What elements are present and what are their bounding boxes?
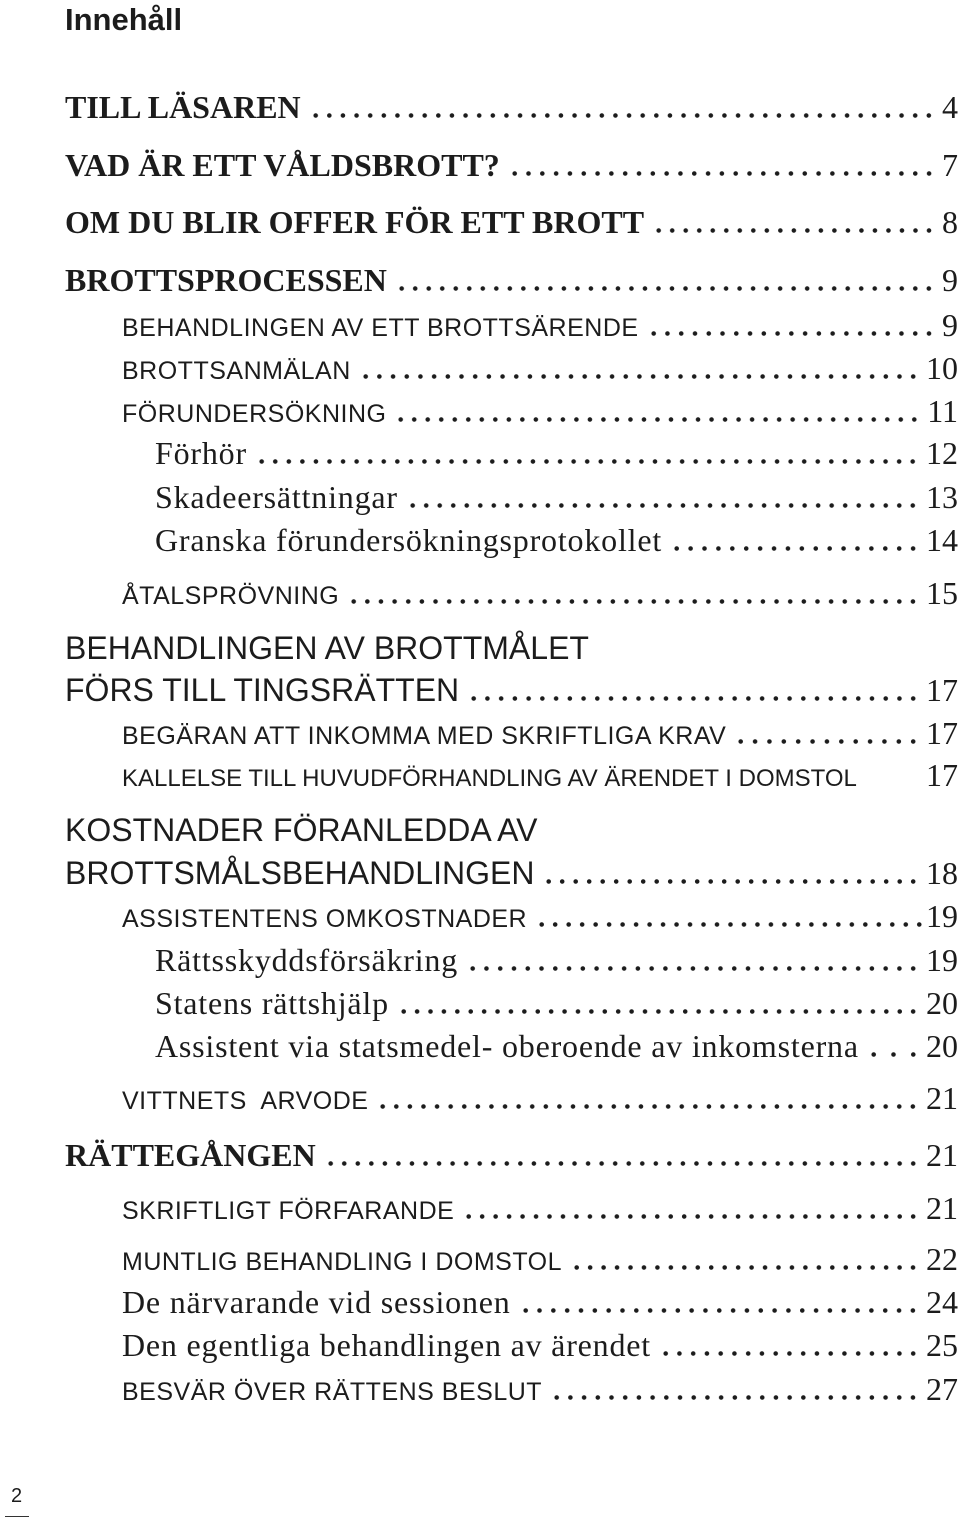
- toc-page-number: 17: [926, 715, 958, 751]
- toc-page-number: 19: [926, 898, 958, 934]
- toc-subentry: [122, 713, 958, 753]
- toc-entry: [65, 260, 958, 300]
- toc-page-number: 21: [926, 1137, 958, 1173]
- toc-subsubentry: [155, 983, 958, 1023]
- dot-leader: [324, 1161, 920, 1166]
- toc-entry: [65, 1135, 958, 1175]
- toc-page-number: 14: [926, 522, 958, 558]
- toc-entry-title: Den egentliga behandlingen av ärendet: [122, 1327, 651, 1363]
- toc-entry-title: Rättsskyddsförsäkring: [155, 942, 459, 978]
- dot-leader: [466, 966, 920, 971]
- toc-entry-title: Skadeersättningar: [155, 479, 398, 515]
- toc-entry-title: BESVÄR ÖVER RÄTTENS BESLUT: [122, 1378, 543, 1406]
- dot-leader: [397, 1009, 920, 1014]
- footer-rule: [5, 1516, 29, 1517]
- dot-leader: [670, 546, 920, 551]
- toc-entry-title: Assistent via statsmedel- oberoende av inkomsterna: [155, 1028, 859, 1064]
- toc-page-number: 9: [942, 307, 958, 343]
- toc-page-number: 20: [926, 1028, 958, 1064]
- toc-entry-title: KOSTNADER FÖRANLEDDA AV: [65, 812, 538, 848]
- dot-leader: [467, 696, 920, 701]
- toc-entry-title: MUNTLIG BEHANDLING I DOMSTOL: [122, 1248, 562, 1276]
- toc-entry-title: De närvarande vid sessionen: [122, 1284, 511, 1320]
- toc-subentry: [122, 1282, 958, 1322]
- toc-entry-title: RÄTTEGÅNGEN: [65, 1137, 316, 1173]
- toc-page-number: 15: [926, 575, 958, 611]
- toc-page-number: 7: [942, 147, 958, 183]
- dot-leader: [347, 599, 920, 604]
- toc-entry-title: FÖRUNDERSÖKNING: [122, 400, 387, 428]
- toc-page-number: 20: [926, 985, 958, 1021]
- toc-page-number: 22: [926, 1241, 958, 1277]
- toc-entry-title: BEGÄRAN ATT INKOMMA MED SKRIFTLIGA KRAV: [122, 722, 727, 750]
- dot-leader: [647, 331, 936, 336]
- dot-leader: [542, 879, 920, 884]
- toc-entry-title: Förhör: [155, 435, 247, 471]
- toc-page-number: 27: [926, 1371, 958, 1407]
- toc-entry-title: Granska förundersökningsprotokollet: [155, 522, 663, 558]
- dot-leader: [395, 286, 936, 291]
- toc-entry-title: SKRIFTLIGT FÖRFARANDE: [122, 1197, 455, 1225]
- toc-subentry: [122, 1369, 958, 1409]
- dot-leader: [550, 1395, 920, 1400]
- toc-page-number: 18: [926, 855, 958, 891]
- toc-subentry: [122, 391, 958, 431]
- toc-entry: [65, 202, 958, 242]
- dot-leader: [652, 228, 936, 233]
- toc-entry-title: BROTTSMÅLSBEHANDLINGEN: [65, 855, 535, 891]
- toc-entry-title: KALLELSE TILL HUVUDFÖRHANDLING AV ÄRENDET I DOMSTOL: [122, 765, 857, 792]
- toc-page-number: 10: [926, 350, 958, 386]
- toc-entry-title: Statens rättshjälp: [155, 985, 389, 1021]
- toc-entry-title: ASSISTENTENS OMKOSTNADER: [122, 905, 528, 933]
- dot-leader: [309, 113, 936, 118]
- toc-entry: [65, 853, 958, 893]
- toc-entry: [65, 145, 958, 185]
- dot-leader: [508, 171, 936, 176]
- toc-entry-title: BROTTSPROCESSEN: [65, 262, 387, 298]
- toc-entry-title: OM DU BLIR OFFER FÖR ETT BROTT: [65, 204, 645, 240]
- footer-page-number: 2: [11, 1485, 23, 1507]
- dot-leader: [867, 1052, 920, 1057]
- page-title: Innehåll: [65, 2, 183, 37]
- toc-entry-title: BEHANDLINGEN AV ETT BROTTSÄRENDE: [122, 314, 639, 342]
- toc-subentry: [122, 305, 958, 345]
- toc-subsubentry: [155, 520, 958, 560]
- dot-leader: [376, 1104, 920, 1109]
- toc-subentry: [122, 1239, 958, 1279]
- toc-page-number: 4: [942, 89, 958, 125]
- dot-leader: [659, 1351, 920, 1356]
- toc-subsubentry: [155, 433, 958, 473]
- toc-page-number: 19: [926, 942, 958, 978]
- toc-entry-title: BROTTSANMÄLAN: [122, 357, 351, 385]
- toc-page-number: 24: [926, 1284, 958, 1320]
- dot-leader: [462, 1214, 920, 1219]
- dot-leader: [359, 374, 920, 379]
- toc-entry-title: VITTNETS ARVODE: [122, 1087, 369, 1115]
- dot-leader: [394, 417, 921, 422]
- toc-entry-line: [65, 810, 958, 850]
- toc-subsubentry: [155, 940, 958, 980]
- toc-page-number: 12: [926, 435, 958, 471]
- dot-leader: [519, 1308, 920, 1313]
- toc-page-number: 17: [926, 757, 958, 793]
- toc-page-number: 21: [926, 1190, 958, 1226]
- toc-subsubentry: [155, 477, 958, 517]
- dot-leader: [535, 922, 926, 927]
- toc-page-number: 25: [926, 1327, 958, 1363]
- toc-entry-title: ÅTALSPRÖVNING: [122, 582, 340, 610]
- toc-subentry: [122, 755, 958, 795]
- dot-leader: [255, 459, 920, 464]
- toc-page-number: 21: [926, 1080, 958, 1116]
- dot-leader: [406, 503, 920, 508]
- toc-entry-line: [65, 628, 958, 668]
- toc-entry-title: VAD ÄR ETT VÅLDSBROTT?: [65, 147, 500, 183]
- toc-entry-title: BEHANDLINGEN AV BROTTMÅLET: [65, 630, 589, 666]
- toc-subentry: [122, 1078, 958, 1118]
- toc-subentry: [122, 1188, 958, 1228]
- toc-entry: [65, 87, 958, 127]
- toc-subentry: [122, 896, 958, 936]
- toc-subsubentry: [155, 1026, 958, 1066]
- toc-page-number: 11: [927, 393, 958, 429]
- toc-page-number: 9: [942, 262, 958, 298]
- dot-leader: [570, 1265, 920, 1270]
- toc-subentry: [122, 348, 958, 388]
- toc-subentry: [122, 573, 958, 613]
- toc-page-number: 8: [942, 204, 958, 240]
- toc-subentry: [122, 1325, 958, 1365]
- toc-entry-title: FÖRS TILL TINGSRÄTTEN: [65, 672, 460, 708]
- dot-leader: [734, 739, 920, 744]
- toc-page-number: 17: [926, 672, 958, 708]
- toc-entry: [65, 670, 958, 710]
- toc-entry-title: TILL LÄSAREN: [65, 89, 301, 125]
- toc-page-number: 13: [926, 479, 958, 515]
